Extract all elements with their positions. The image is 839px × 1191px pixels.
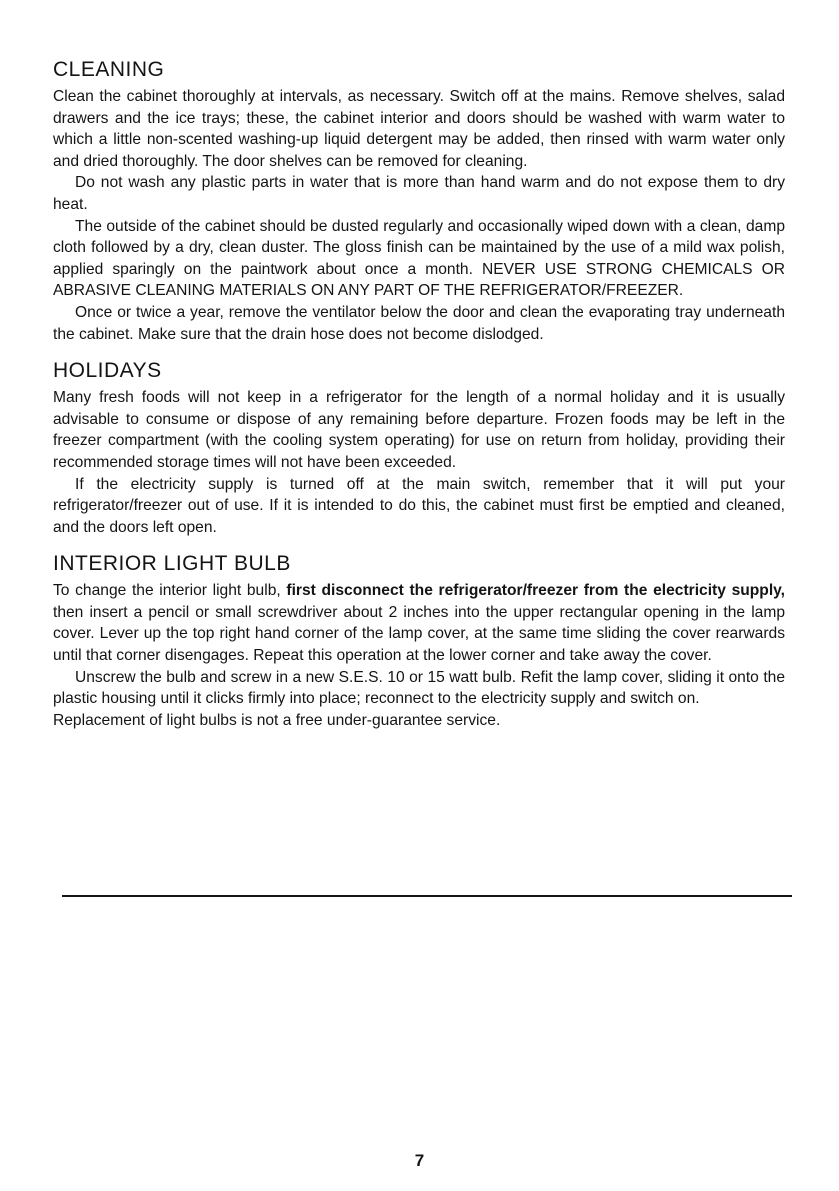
holidays-heading: HOLIDAYS [53, 359, 162, 383]
light-bulb-paragraph-1 [53, 580, 785, 666]
manual-page [53, 57, 785, 731]
page-number: 7 [414, 1151, 425, 1170]
light-bulb-p1-start: To change the interior light bulb, [53, 582, 287, 600]
cleaning-paragraph-4: Once or twice a year, remove the ventilator below the door and clean the evaporating tray underneath the cabinet. Make sure that the drain hose does not become dislodged. [53, 303, 785, 343]
cleaning-heading: CLEANING [53, 58, 165, 81]
cleaning-section [53, 57, 785, 345]
horizontal-rule [62, 895, 792, 897]
light-bulb-p1-end: then insert a pencil or small screwdriver about 2 inches into the upper rectangular opening in the lamp cover. Lever up the top right hand corner of the lamp cover, at the same time sliding the cover rearwards until that corner disengages. Repeat this operation at the lower corner and take away the cover. [53, 603, 785, 665]
holidays-paragraph-2: If the electricity supply is turned off at the main switch, remember that it will put your refrigerator/freezer out of use. If it is intended to do this, the cabinet must first be emptied and cleaned, and the doors left open. [53, 475, 785, 536]
holidays-section [53, 358, 785, 538]
light-bulb-paragraph-2: Unscrew the bulb and screw in a new S.E.S. 10 or 15 watt bulb. Refit the lamp cover, sliding it onto the plastic housing until it clicks firmly into place; reconnect to the electricity supply and switch on. [53, 668, 785, 708]
holidays-paragraph-1: Many fresh foods will not keep in a refrigerator for the length of a normal holiday and it is usually advisable to consume or dispose of any remaining before departure. Frozen foods may be left in the freezer compartment (with the cooling system operating) for use on return from holiday, providing their recommended storage times will not have been exceeded. [53, 389, 785, 471]
cleaning-paragraph-1: Clean the cabinet thoroughly at intervals, as necessary. Switch off at the mains. Remove shelves, salad drawers and the ice trays; these, the cabinet interior and doors should be washed with warm water to which a little non-scented washing-up liquid detergent may be added, then rinsed with warm water only and dried thoroughly. The door shelves can be removed for cleaning. [53, 88, 785, 170]
light-bulb-paragraph-3: Replacement of light bulbs is not a free under-guarantee service. [53, 711, 501, 729]
cleaning-paragraph-3: The outside of the cabinet should be dusted regularly and occasionally wiped down with a clean, damp cloth followed by a dry, clean duster. The gloss finish can be maintained by the use of a mild wax polish, applied sparingly on the paintwork about once a month. NEVER USE STRONG CHEMICALS OR ABRASIVE CLEANING MATERIALS ON ANY PART OF THE REFRIGERATOR/FREEZER. [53, 217, 785, 300]
light-bulb-heading: INTERIOR LIGHT BULB [53, 552, 291, 576]
light-bulb-p1-warning: first disconnect the refrigerator/freezer from the electricity supply, [286, 582, 785, 600]
light-bulb-section [53, 551, 785, 731]
cleaning-paragraph-2: Do not wash any plastic parts in water that is more than hand warm and do not expose them to dry heat. [53, 174, 785, 213]
